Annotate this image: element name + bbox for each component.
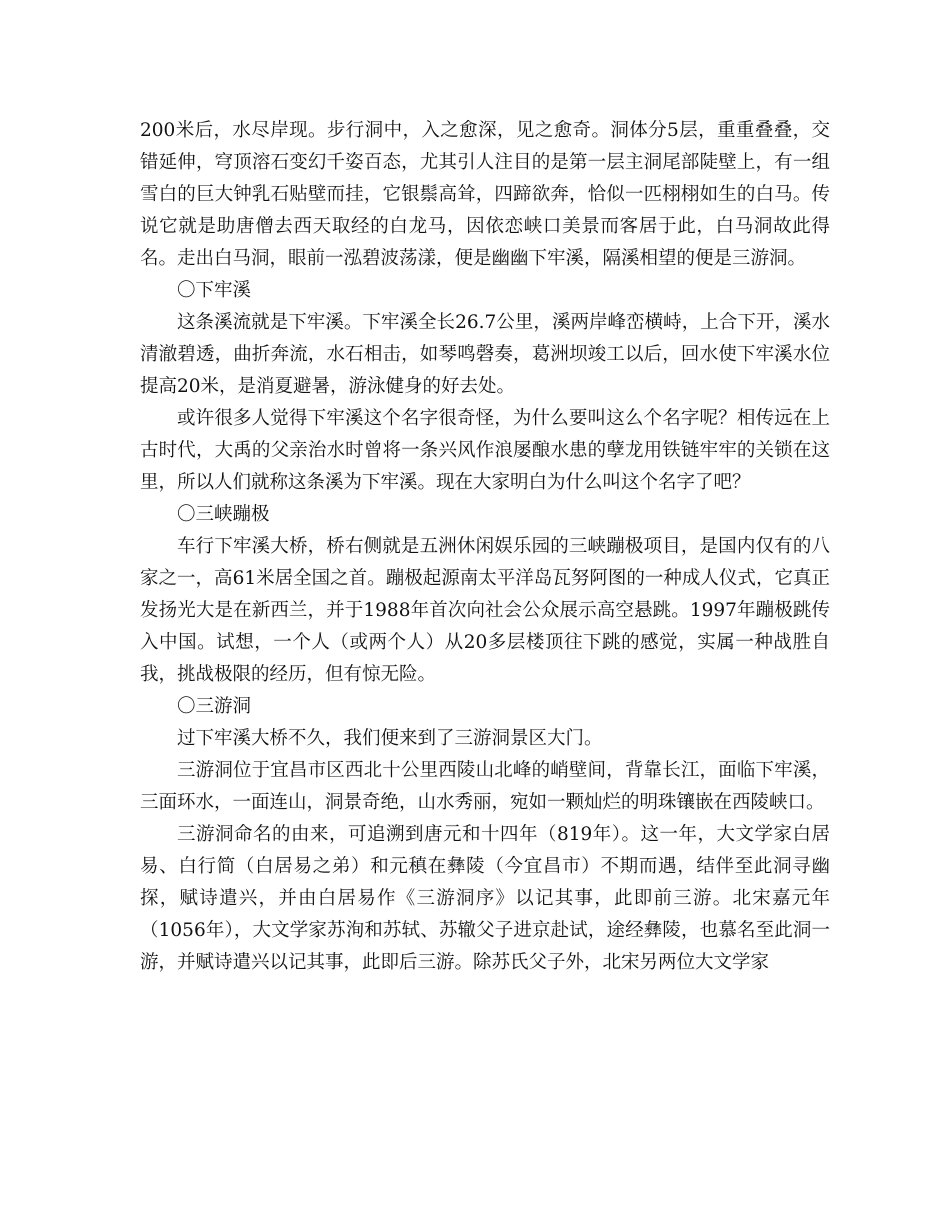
paragraph-san-you-dong-gate: 过下牢溪大桥不久，我们便来到了三游洞景区大门。 (177, 728, 603, 749)
paragraph-xia-lao-xi-legend: 或许很多人觉得下牢溪这个名字很奇怪，为什么要叫这么个名字呢？相传远在上古时代，大禹的父亲治水时曾将一条兴风作浪屡酿水患的孽龙用铁链牢牢的关锁在这里，所以人们就称这条溪为下牢溪。现在大家明白为什么叫这个名字了吧？ (140, 408, 830, 493)
document-body (140, 115, 830, 979)
paragraph-san-you-dong-location: 三游洞位于宜昌市区西北十公里西陵山北峰的峭壁间，背靠长江，面临下牢溪，三面环水，一面连山，洞景奇绝，山水秀丽，宛如一颗灿烂的明珠镶嵌在西陵峡口。 (140, 760, 830, 813)
paragraph-bai-ma-dong-continued: 200米后，水尽岸现。步行洞中，入之愈深，见之愈奇。洞体分5层，重重叠叠，交错延伸，穹顶溶石变幻千姿百态，尤其引人注目的是第一层主洞尾部陡壁上，有一组雪白的巨大钟乳石贴壁而挂，它银鬃高耸，四蹄欲奔，恰似一匹栩栩如生的白马。传说它就是助唐僧去西天取经的白龙马，因依恋峡口美景而客居于此，白马洞故此得名。走出白马洞，眼前一泓碧波荡漾，便是幽幽下牢溪，隔溪相望的便是三游洞。 (140, 120, 830, 269)
paragraph-san-you-dong-history: 三游洞命名的由来，可追溯到唐元和十四年（819年）。这一年，大文学家白居易、白行简（白居易之弟）和元稹在彝陵（今宜昌市）不期而遇，结伴至此洞寻幽探，赋诗遣兴，并由白居易作《三游洞序》以记其事，此即前三游。北宋嘉元年（1056年），大文学家苏洵和苏轼、苏辙父子进京赴试，途经彝陵，也慕名至此洞一游，并赋诗遣兴以记其事，此即后三游。除苏氏父子外，北宋另两位大文学家 (140, 824, 830, 973)
section-heading-xia-lao-xi: 〇下牢溪 (177, 280, 252, 301)
paragraph-bungee: 车行下牢溪大桥，桥右侧就是五洲休闲娱乐园的三峡蹦极项目，是国内仅有的八家之一，高61米居全国之首。蹦极起源南太平洋岛瓦努阿图的一种成人仪式，它真正发扬光大是在新西兰，并于1988年首次向社会公众展示高空悬跳。1997年蹦极跳传入中国。试想，一个人（或两个人）从20多层楼顶往下跳的感觉，实属一种战胜自我，挑战极限的经历，但有惊无险。 (140, 536, 830, 685)
section-heading-bungee: 〇三峡蹦极 (177, 504, 270, 525)
paragraph-xia-lao-xi-intro: 这条溪流就是下牢溪。下牢溪全长26.7公里，溪两岸峰峦横峙，上合下开，溪水清澈碧透，曲折奔流，水石相击，如琴鸣磬奏，葛洲坝竣工以后，回水使下牢溪水位提高20米，是消夏避暑，游泳健身的好去处。 (140, 312, 830, 397)
section-heading-san-you-dong: 〇三游洞 (177, 696, 252, 717)
